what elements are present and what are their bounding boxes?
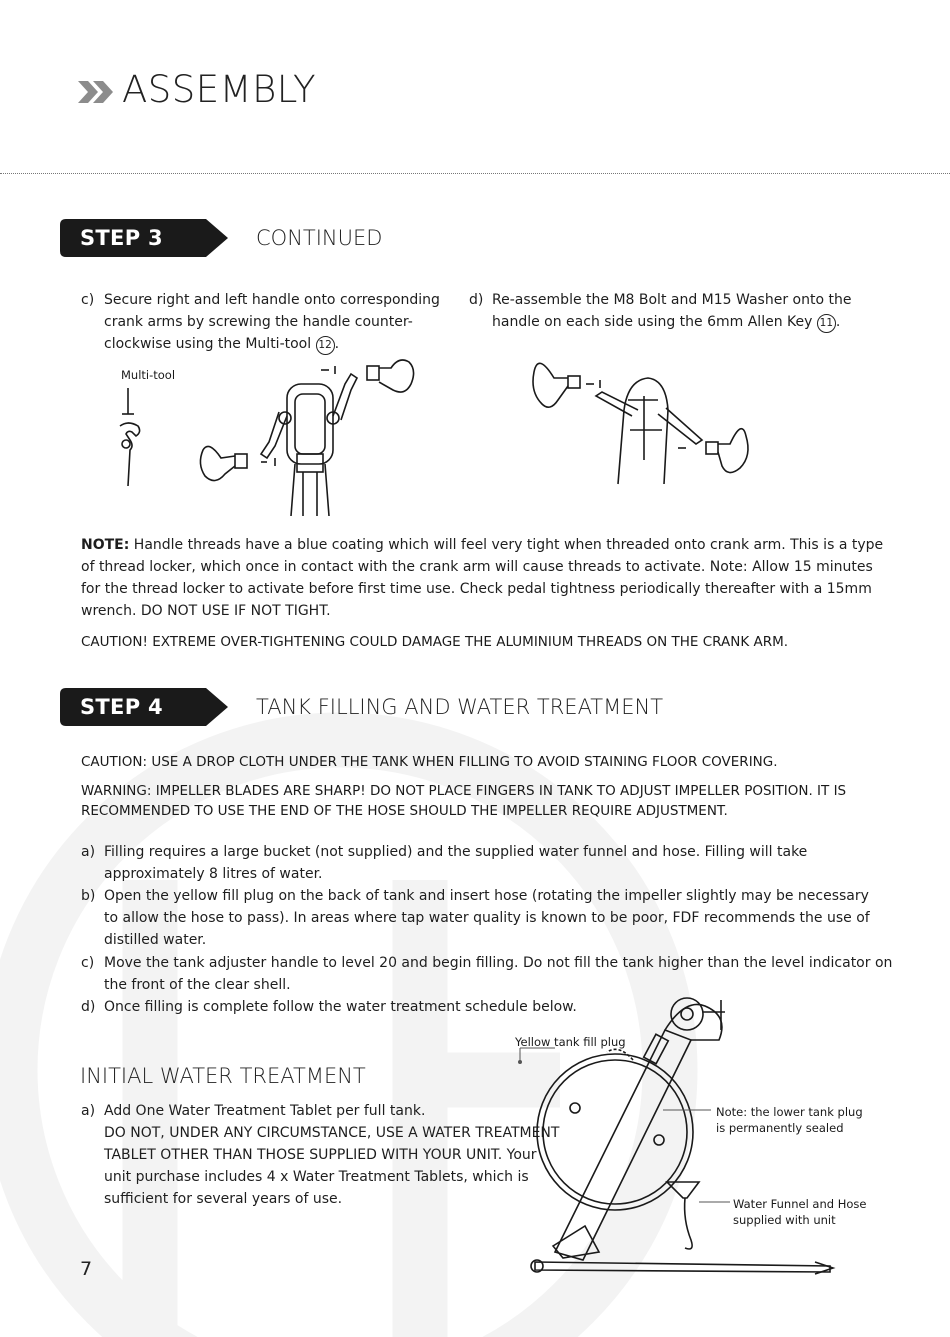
warning-impeller (81, 781, 846, 821)
callout-line: supplied with unit (733, 1213, 836, 1227)
list-marker: d) (81, 999, 96, 1015)
page-title: ASSEMBLY (122, 68, 317, 111)
step-3-label: STEP 3 (80, 226, 163, 250)
item-c-line-3: clockwise using the Multi-tool (104, 336, 312, 352)
item-line: distilled water. (104, 932, 207, 948)
list-marker: a) (81, 844, 96, 860)
note-line-4: wrench. DO NOT USE IF NOT TIGHT. (81, 603, 331, 619)
warning-line-1: WARNING: IMPELLER BLADES ARE SHARP! DO NOT PLACE FINGERS IN TANK TO ADJUST IMPELLER POSITION. IT IS (81, 783, 847, 799)
handle-assembly-diagram-c (195, 354, 445, 519)
tool-number-badge: 12 (316, 336, 335, 355)
item-c-line-2: crank arms by screwing the handle counter- (104, 314, 413, 330)
item-line: Add One Water Treatment Tablet per full tank. (104, 1103, 426, 1119)
warning-line-2: RECOMMENDED TO USE THE END OF THE HOSE SHOULD THE IMPELLER REQUIRE ADJUSTMENT. (81, 803, 728, 819)
callout-line: Water Funnel and Hose (733, 1197, 867, 1211)
item-line: TABLET OTHER THAN THOSE SUPPLIED WITH YOUR UNIT. Your (104, 1147, 537, 1163)
caution-over-tightening: CAUTION! EXTREME OVER-TIGHTENING COULD DAMAGE THE ALUMINIUM THREADS ON THE CRANK ARM. (81, 634, 789, 650)
caution-drop-cloth: CAUTION: USE A DROP CLOTH UNDER THE TANK WHEN FILLING TO AVOID STAINING FLOOR COVERING. (81, 754, 778, 770)
note-line-1: Handle threads have a blue coating which will feel very tight when threaded onto crank arm. This is a type (133, 537, 884, 553)
item-line: the front of the clear shell. (104, 977, 291, 993)
callout-funnel (733, 1196, 866, 1228)
list-marker: d) (469, 292, 484, 308)
callout-fill-plug: Yellow tank fill plug (515, 1035, 626, 1049)
tool-number-badge: 11 (817, 314, 836, 333)
handle-assembly-diagram-d (528, 350, 758, 490)
step-4-label: STEP 4 (80, 695, 163, 719)
note-line-2: of thread locker, which once in contact with the crank arm will cause threads to activate. Note: Allow 15 minutes (81, 559, 873, 575)
list-marker: c) (81, 292, 95, 308)
item-line: Filling requires a large bucket (not supplied) and the supplied water funnel and hose. Filling will take (104, 844, 808, 860)
item-line: Once filling is complete follow the water treatment schedule below. (104, 999, 577, 1015)
multi-tool-label: Multi-tool (121, 368, 176, 382)
list-marker: a) (81, 1103, 96, 1119)
item-line: unit purchase includes 4 x Water Treatment Tablets, which is (104, 1169, 529, 1185)
item-d-line-1: Re-assemble the M8 Bolt and M15 Washer onto the (492, 292, 852, 308)
header-divider (0, 173, 950, 174)
double-chevron-icon (76, 79, 116, 105)
callout-line: Note: the lower tank plug (716, 1105, 863, 1119)
water-treatment-heading: INITIAL WATER TREATMENT (80, 1064, 366, 1088)
note-paragraph (81, 534, 884, 622)
step-3-heading: CONTINUED (256, 226, 383, 250)
callout-lower-plug (716, 1104, 863, 1136)
note-label: NOTE: (81, 537, 130, 553)
step-4-heading: TANK FILLING AND WATER TREATMENT (256, 695, 664, 719)
page-number: 7 (80, 1258, 93, 1280)
item-c-line-1: Secure right and left handle onto corresponding (104, 292, 440, 308)
item-d-line-2: handle on each side using the 6mm Allen Key (492, 314, 813, 330)
item-line: approximately 8 litres of water. (104, 866, 323, 882)
item-line: to allow the hose to pass). In areas where tap water quality is known to be poor, FDF recommends the use of (104, 910, 870, 926)
multi-tool-icon (110, 386, 150, 492)
item-line: Move the tank adjuster handle to level 20 and begin filling. Do not fill the tank higher than the level indicator on (104, 955, 893, 971)
list-marker: c) (81, 955, 95, 971)
item-line: sufficient for several years of use. (104, 1191, 343, 1207)
item-line: Open the yellow fill plug on the back of tank and insert hose (rotating the impeller slightly may be necessary (104, 888, 869, 904)
note-line-3: for the thread locker to activate before first time use. Check pedal tightness periodically thereafter with a 15mm (81, 581, 872, 597)
list-marker: b) (81, 888, 96, 904)
item-line: DO NOT, UNDER ANY CIRCUMSTANCE, USE A WATER TREATMENT (104, 1125, 560, 1141)
callout-line: is permanently sealed (716, 1121, 844, 1135)
